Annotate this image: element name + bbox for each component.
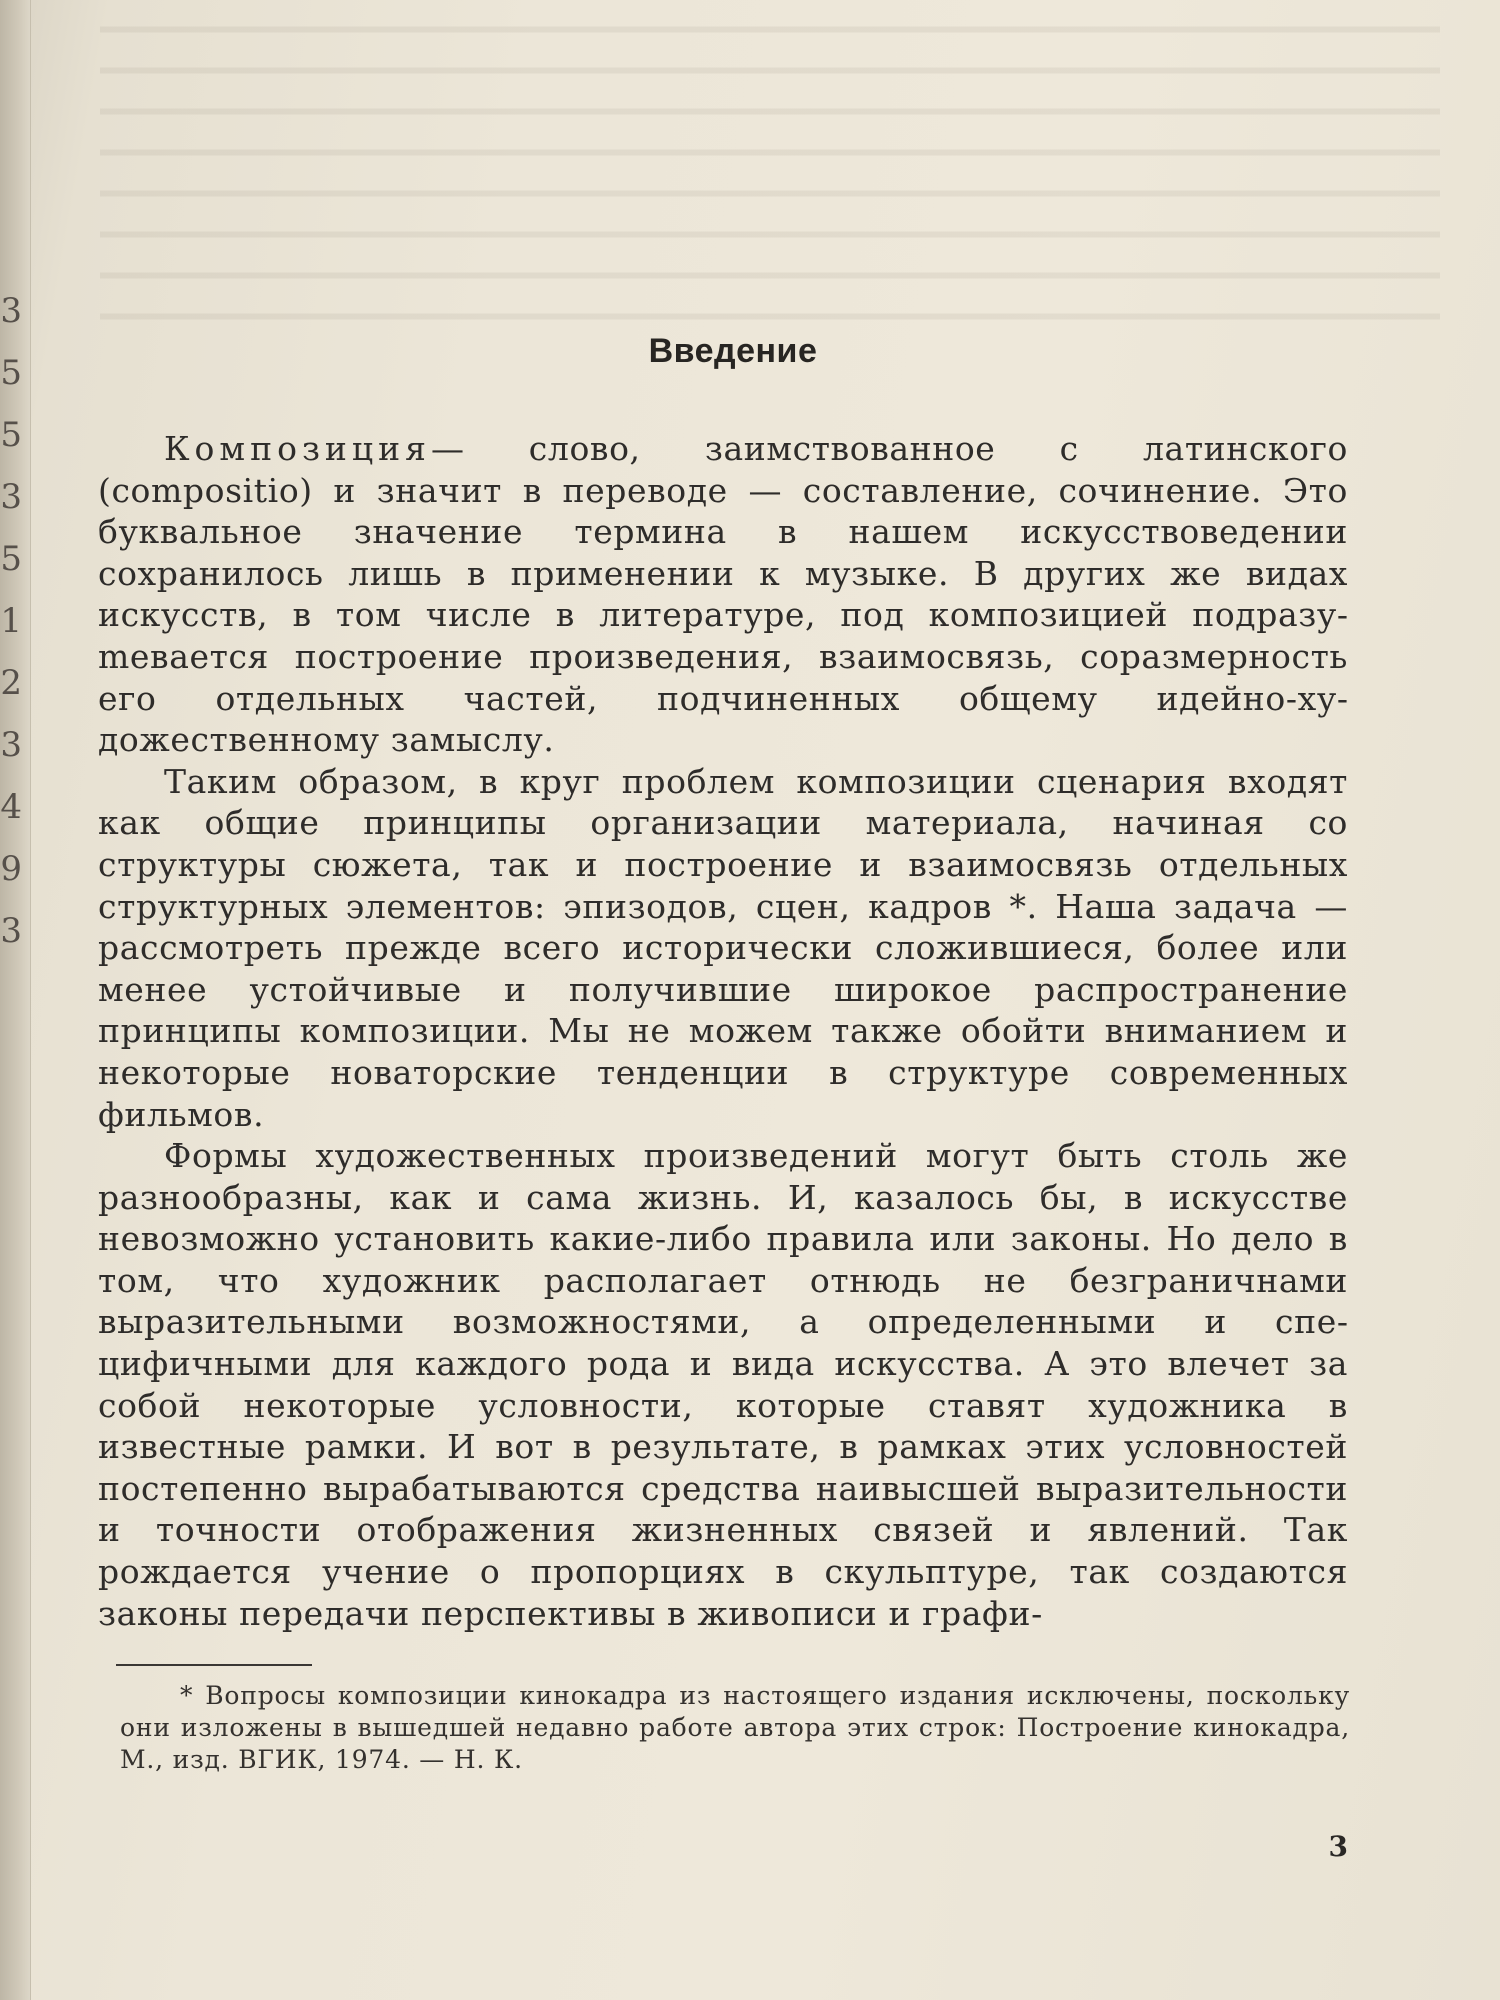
book-page — [88, 0, 1378, 2000]
paragraph-1 — [98, 428, 1348, 761]
edge-digit: 2 — [0, 663, 22, 703]
edge-digit: 5 — [0, 539, 22, 579]
spaced-term: Композиция — [164, 429, 431, 468]
footnote — [120, 1680, 1350, 1776]
edge-digit: 3 — [0, 725, 22, 765]
edge-digit: 5 — [0, 415, 22, 455]
chapter-heading: Введение — [648, 332, 818, 370]
edge-digit: 9 — [0, 849, 22, 889]
body-text — [98, 428, 1348, 1634]
edge-digit: 3 — [0, 291, 22, 331]
edge-digit: 1 — [0, 601, 22, 641]
edge-digit: 5 — [0, 353, 22, 393]
paragraph-3: Формы художественных произведений могут быть столь же разнообразны, как и сама жизнь. И, казалось бы, в искусстве невозможно установить какие-либо правила или законы. Но дело в том, что художник располагает отнюдь не безграничнами выразительными возможностями, а определенными и специфичными для каждого рода и вида искусства. А это влечет за собой некоторые условности, которые ставят художника в известные рамки. И вот в результате, в рамках этих условностей постепенно вырабатываются средства наивысшей выразительности и точности отображения жизненных связей и явлений. Так рождается учение о пропорциях в скульптуре, так создаются законы передачи перспективы в живописи и графи- — [98, 1136, 1348, 1633]
paragraph-1-text: — слово, заимствованное с латинского (compositio) и значит в переводе — составление, сочинение. Это буквальное значение термина в нашем искусствоведении сохранилось лишь в применении к музыке. В других же видах искусств, в том числе в литературе, под композицией подразуmевается построение произведения, взаимосвязь, соразмерность его отдельных частей, подчиненных общему идейно-художественному замыслу. — [98, 429, 1348, 760]
edge-digit: 3 — [0, 911, 22, 951]
edge-digit: 3 — [0, 477, 22, 517]
edge-digit: 4 — [0, 787, 22, 827]
page-number: 3 — [1328, 1830, 1348, 1863]
facing-page-edge-digits — [0, 280, 22, 1020]
paragraph-2: Таким образом, в круг проблем композиции сценария входят как общие принципы организации материала, начиная со структуры сюжета, так и построение и взаимосвязь отдельных структурных элементов: эпизодов, сцен, кадров *. Наша задача — рассмотреть прежде всего исторически сложившиеся, более или менее устойчивые и получившие широкое распространение принципы композиции. Мы не можем также обойти вниманием и некоторые новаторские тенденции в структуре современных фильмов. — [98, 761, 1348, 1134]
footnote-rule — [116, 1664, 312, 1666]
footnote-text: * Вопросы композиции кинокадра из настоящего издания исключены, поскольку они изложены в вышедшей недавно работе автора этих строк: Построение кинокадра, М., изд. ВГИК, 1974. — Н. К. — [120, 1681, 1350, 1774]
